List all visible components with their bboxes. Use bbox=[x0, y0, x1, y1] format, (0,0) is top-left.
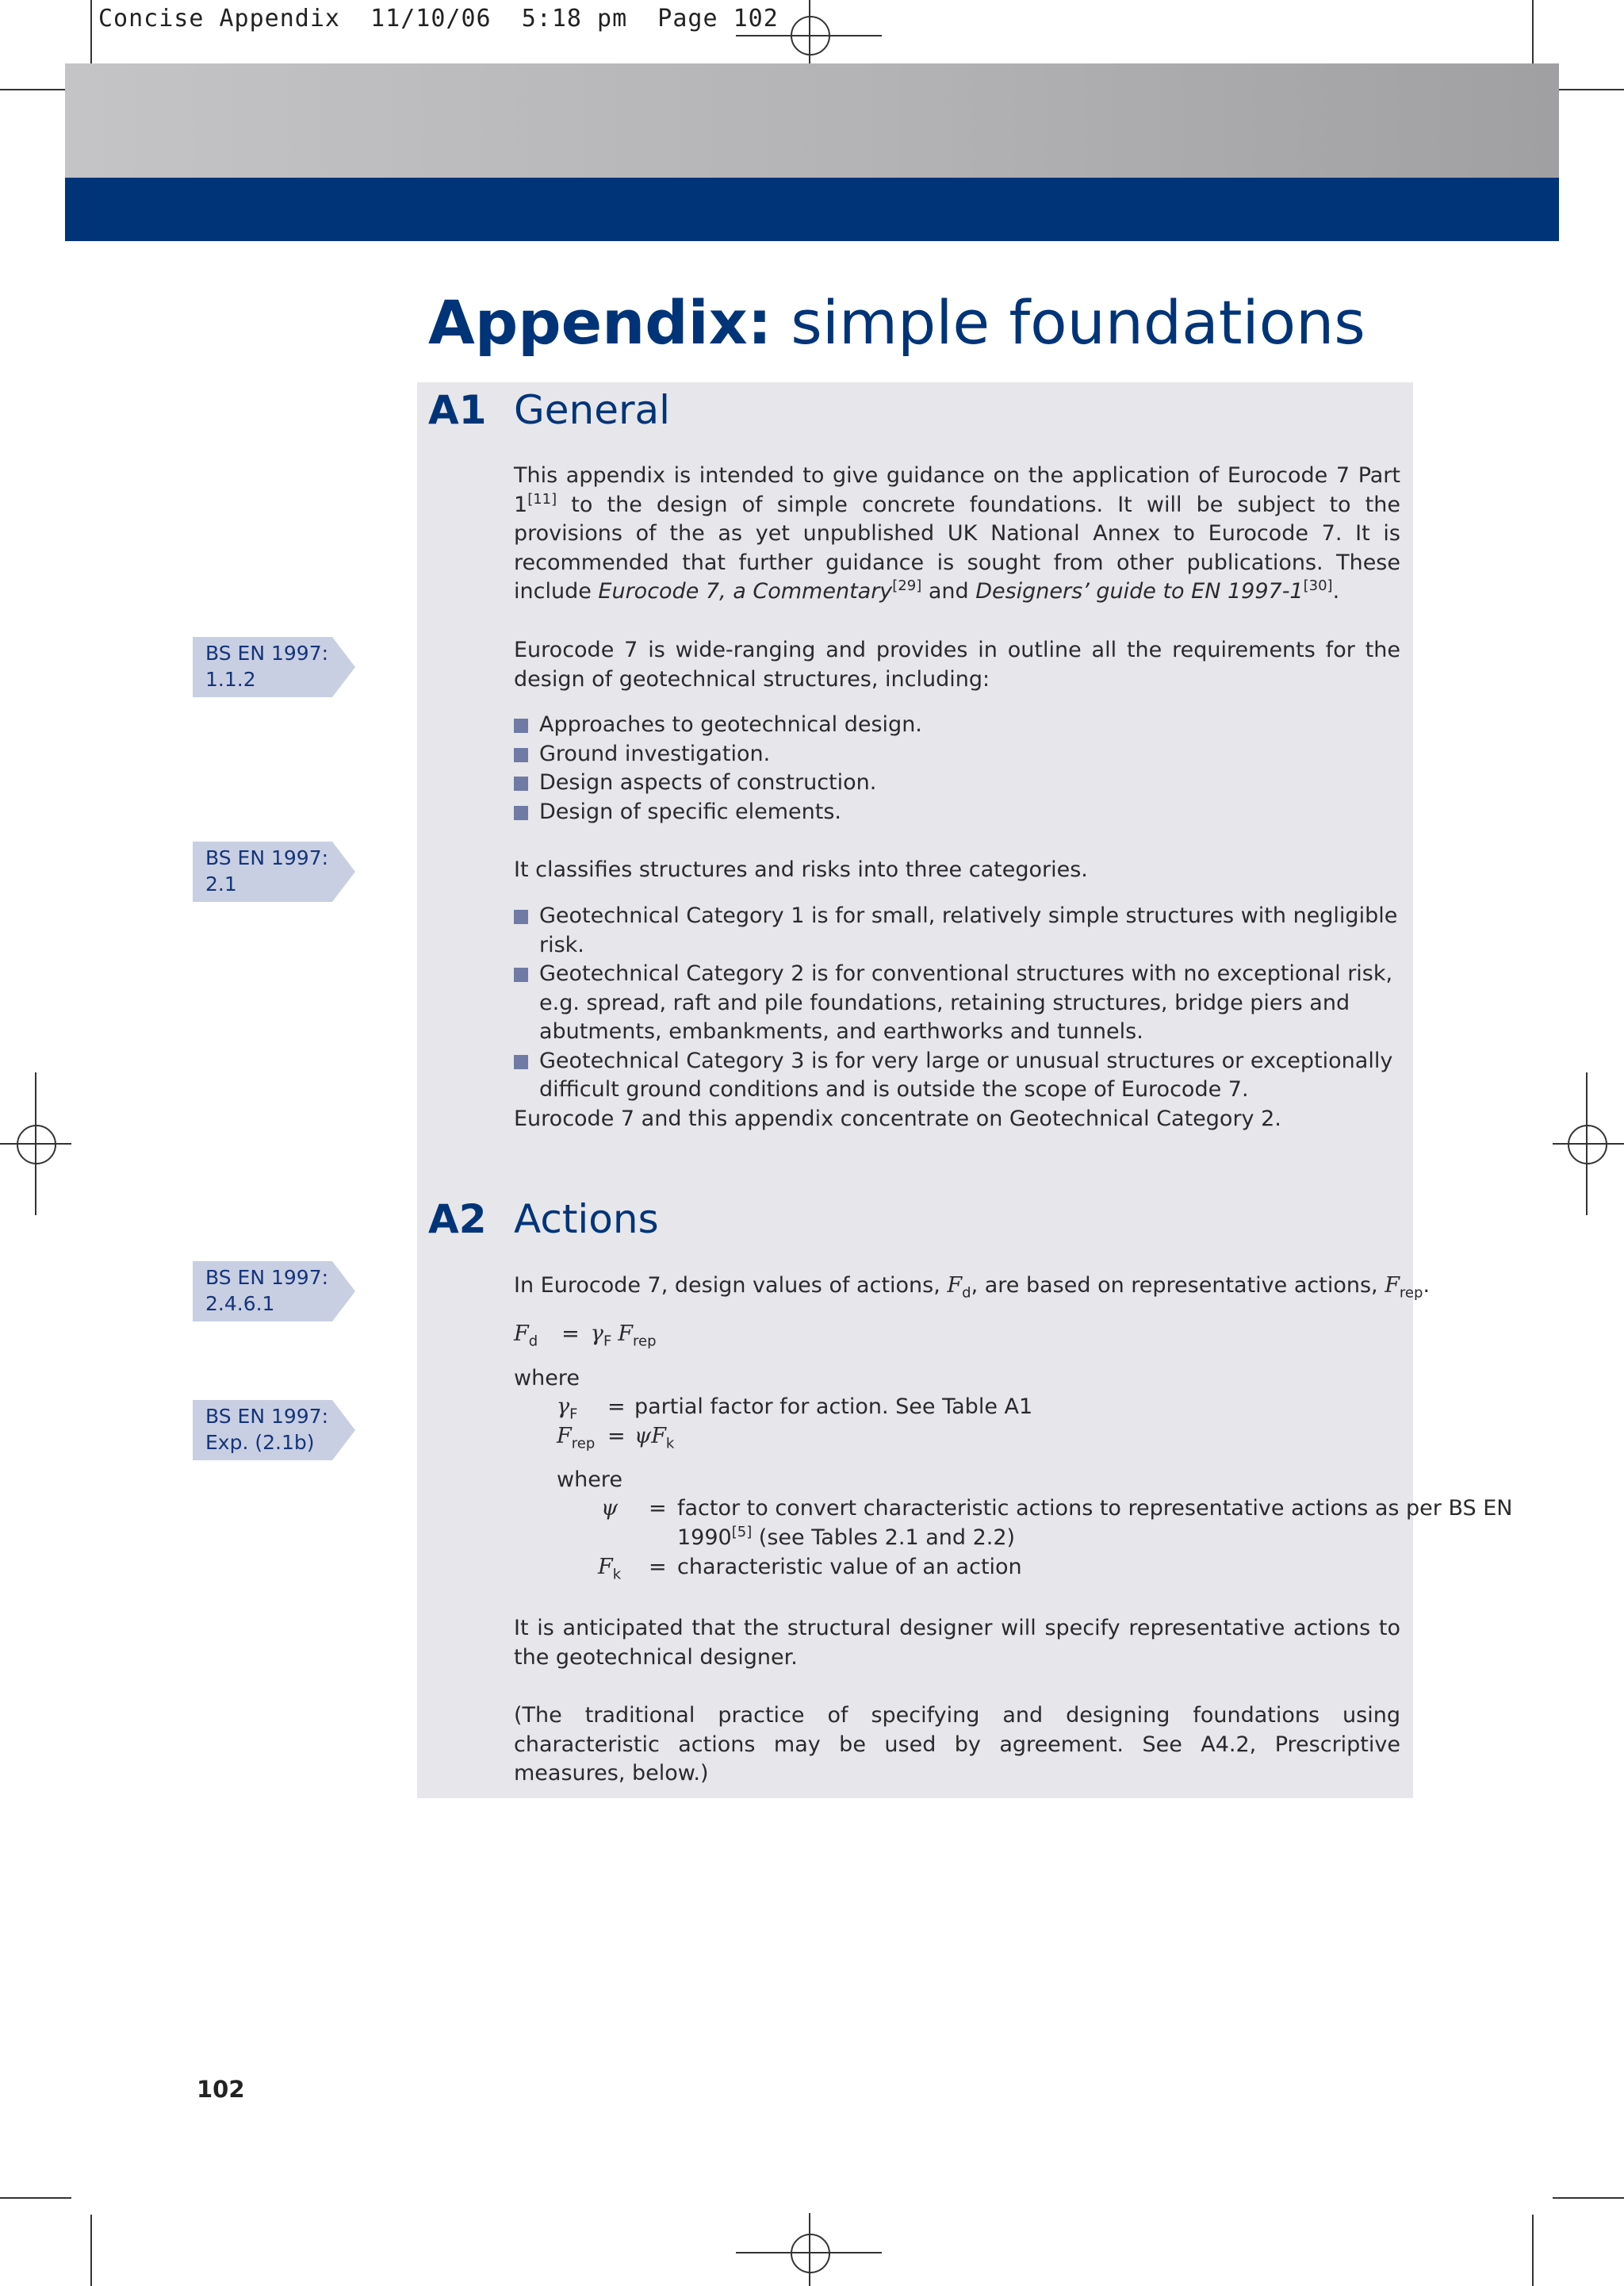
a2-traditional-paragraph: (The traditional practice of specifying and designing foundations using characteristic actions may be used by agreement. See A4.2, Prescriptive measures, below.) bbox=[514, 1703, 1400, 1785]
crop-mark bbox=[90, 2215, 92, 2286]
margin-reference-text bbox=[205, 845, 328, 897]
reference-line2: 1.1.2 bbox=[205, 668, 256, 691]
section-title-a2: Actions bbox=[514, 1196, 659, 1242]
symbol: ψ bbox=[601, 1496, 619, 1521]
crop-mark bbox=[1532, 2215, 1534, 2286]
subscript: rep bbox=[1399, 1284, 1423, 1302]
text-run: to the design of simple concrete foundations. It will be subject to the provisions of the as yet unpublished UK National Annex to Eurocode 7. It is recommended that further guidance is sought from other publications. These include bbox=[514, 492, 1400, 604]
crop-mark bbox=[1553, 89, 1624, 90]
category-bullet-list bbox=[514, 902, 1400, 1105]
list-item: Geotechnical Category 3 is for very large or unusual structures or exceptionally difficult ground conditions and is outside the scope of Eurocode 7. bbox=[514, 1047, 1400, 1105]
symbol: F bbox=[947, 1273, 963, 1298]
reference-superscript: [5] bbox=[731, 1524, 753, 1540]
reference-line2: Exp. (2.1b) bbox=[205, 1431, 315, 1454]
reference-line2: 2.1 bbox=[205, 873, 237, 896]
a1-scope-paragraph: Eurocode 7 is wide-ranging and provides in outline all the requirements for the design of geotechnical structures, including: bbox=[514, 638, 1400, 692]
margin-reference-tab bbox=[193, 1261, 355, 1321]
symbol: F bbox=[1385, 1273, 1400, 1298]
list-item: Ground investigation. bbox=[514, 740, 1400, 769]
reference-line1: BS EN 1997: bbox=[205, 846, 329, 869]
registration-mark bbox=[17, 1125, 56, 1164]
registration-mark bbox=[1568, 1125, 1607, 1164]
margin-reference-text bbox=[205, 1264, 328, 1317]
psi-definition-line2 bbox=[677, 1524, 1015, 1552]
reference-superscript: [30] bbox=[1303, 577, 1333, 594]
margin-reference-tab bbox=[193, 1400, 355, 1460]
print-slug: Concise Appendix 11/10/06 5:18 pm Page 102 bbox=[98, 5, 779, 33]
subscript: k bbox=[665, 1435, 675, 1452]
where-label: where bbox=[557, 1467, 622, 1492]
equals-sign: = bbox=[607, 1424, 626, 1448]
page-title-bold: Appendix: bbox=[428, 287, 772, 358]
list-item: Geotechnical Category 2 is for conventional structures with no exceptional risk, e.g. spread, raft and pile foundations, retaining structures, bridge piers and abutments, embankments, and earthworks and tunnels. bbox=[514, 960, 1400, 1047]
list-item: Geotechnical Category 1 is for small, relatively simple structures with negligible risk. bbox=[514, 902, 1400, 960]
equals-sign: = bbox=[561, 1321, 580, 1346]
header-grey-band bbox=[65, 63, 1559, 178]
registration-mark bbox=[791, 2234, 830, 2273]
header-blue-band bbox=[65, 178, 1559, 241]
subscript: rep bbox=[571, 1435, 596, 1452]
f-k-symbol bbox=[598, 1553, 621, 1582]
registration-line bbox=[809, 2213, 810, 2286]
symbol: F bbox=[598, 1555, 613, 1579]
a2-anticipated-paragraph: It is anticipated that the structural designer will specify representative actions to the geotechnical designer. bbox=[514, 1616, 1400, 1670]
symbol: F bbox=[557, 1424, 572, 1448]
design-action-formula bbox=[514, 1320, 657, 1348]
section-title-a1: General bbox=[514, 387, 671, 433]
page-number: 102 bbox=[197, 2076, 245, 2103]
a1-intro-paragraph bbox=[514, 462, 1400, 607]
text-run: (see Tables 2.1 and 2.2) bbox=[752, 1525, 1016, 1550]
registration-line bbox=[1586, 1072, 1588, 1215]
symbol: F bbox=[514, 1321, 529, 1346]
subscript: rep bbox=[633, 1333, 657, 1350]
reference-superscript: [29] bbox=[892, 577, 922, 594]
f-rep-symbol bbox=[557, 1422, 595, 1451]
section-number-a2: A2 bbox=[428, 1196, 487, 1242]
text-run: This appendix is intended to give guidance on the application of Eurocode 7 Part 1 bbox=[514, 463, 1400, 517]
registration-line bbox=[809, 0, 810, 63]
text-run: , are based on representative actions, bbox=[971, 1273, 1385, 1298]
text-run: . bbox=[1423, 1273, 1431, 1298]
subscript: d bbox=[528, 1333, 538, 1350]
reference-line1: BS EN 1997: bbox=[205, 1405, 329, 1428]
publication-title: Eurocode 7, a Commentary bbox=[598, 579, 893, 604]
page-title-rest: simple foundations bbox=[772, 287, 1365, 358]
a2-intro-paragraph bbox=[514, 1271, 1430, 1300]
symbol: γ bbox=[590, 1321, 603, 1346]
list-item: Design aspects of construction. bbox=[514, 769, 1400, 798]
reference-line1: BS EN 1997: bbox=[205, 642, 329, 665]
symbol: F bbox=[651, 1424, 666, 1448]
symbol: γ bbox=[557, 1394, 570, 1419]
crop-mark bbox=[1553, 2197, 1624, 2199]
margin-reference-tab bbox=[193, 637, 355, 697]
equals-sign: = bbox=[649, 1555, 667, 1579]
equals-sign: = bbox=[649, 1496, 667, 1521]
list-item: Design of specific elements. bbox=[514, 798, 1400, 827]
publication-title: Designers’ guide to EN 1997-1 bbox=[975, 579, 1304, 604]
crop-mark bbox=[0, 2197, 71, 2199]
scope-bullet-list bbox=[514, 711, 1400, 827]
list-item: Approaches to geotechnical design. bbox=[514, 711, 1400, 740]
gamma-f-symbol bbox=[557, 1393, 578, 1421]
subscript: F bbox=[569, 1406, 578, 1423]
text-run: In Eurocode 7, design values of actions, bbox=[514, 1273, 948, 1298]
text-run: 1990 bbox=[677, 1525, 732, 1550]
subscript: k bbox=[612, 1566, 622, 1583]
section-number-a1: A1 bbox=[428, 387, 487, 433]
page-title bbox=[428, 287, 1365, 358]
text-run: . bbox=[1332, 579, 1340, 604]
where-label: where bbox=[514, 1366, 580, 1390]
a1-classification-paragraph: It classifies structures and risks into three categories. bbox=[514, 857, 1088, 882]
margin-reference-text bbox=[205, 640, 328, 692]
crop-mark bbox=[90, 0, 92, 71]
subscript: F bbox=[603, 1333, 612, 1350]
gamma-f-definition: partial factor for action. See Table A1 bbox=[634, 1394, 1033, 1419]
registration-line bbox=[35, 1072, 36, 1215]
reference-line2: 2.4.6.1 bbox=[205, 1292, 275, 1315]
margin-reference-tab bbox=[193, 842, 355, 902]
crop-mark bbox=[0, 89, 71, 90]
reference-superscript: [11] bbox=[527, 490, 557, 508]
f-k-definition: characteristic value of an action bbox=[677, 1555, 1022, 1579]
psi-definition-line1: factor to convert characteristic actions to representative actions as per BS EN bbox=[677, 1496, 1513, 1521]
text-run: and bbox=[921, 579, 976, 604]
symbol: ψ bbox=[634, 1424, 652, 1448]
a1-concentrate-paragraph: Eurocode 7 and this appendix concentrate on Geotechnical Category 2. bbox=[514, 1107, 1281, 1131]
crop-mark bbox=[1532, 0, 1534, 71]
margin-reference-text bbox=[205, 1403, 328, 1456]
symbol: F bbox=[618, 1321, 634, 1346]
f-rep-definition bbox=[634, 1422, 674, 1451]
registration-line bbox=[1553, 1143, 1624, 1145]
psi-symbol bbox=[601, 1494, 618, 1523]
equals-sign: = bbox=[607, 1394, 626, 1419]
reference-line1: BS EN 1997: bbox=[205, 1266, 329, 1289]
subscript: d bbox=[962, 1284, 971, 1302]
